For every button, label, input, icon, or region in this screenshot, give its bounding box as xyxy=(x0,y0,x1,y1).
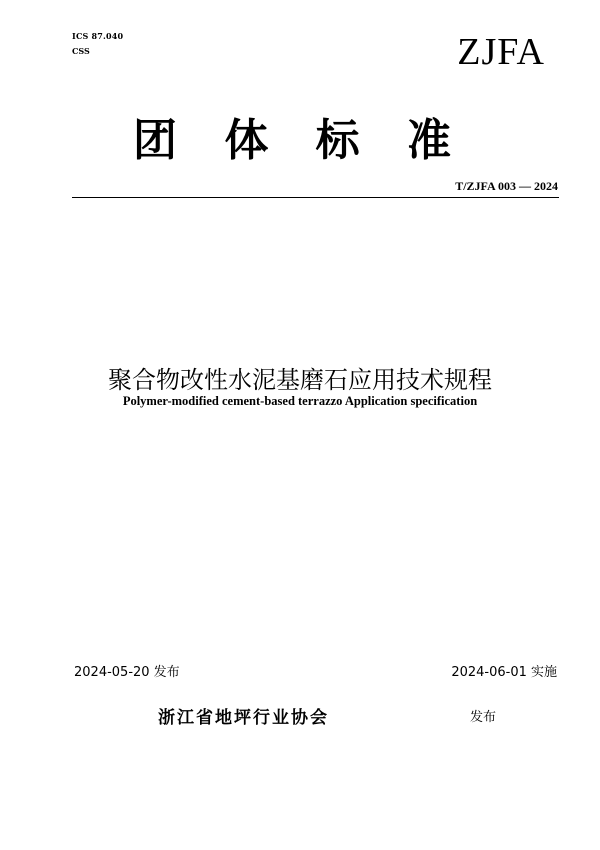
document-title-english: Polymer-modified cement-based terrazzo Application specification xyxy=(122,394,478,408)
document-title-chinese: 聚合物改性水泥基磨石应用技术规程 xyxy=(108,366,492,394)
issue-date: 2024-05-20 发布 xyxy=(74,665,180,680)
issued-label: 发布 xyxy=(470,710,497,725)
standard-type-heading: 团 体 标 准 xyxy=(133,115,467,166)
implementation-date: 2024-06-01 实施 xyxy=(451,665,557,680)
issuing-organization: 浙江省地坪行业协会 xyxy=(158,708,329,728)
organization-logo: ZJFA xyxy=(457,31,545,73)
header-divider xyxy=(72,197,559,198)
ccs-code: CSS xyxy=(72,46,90,56)
ics-code: ICS 87.040 xyxy=(72,31,124,41)
standard-code: T/ZJFA 003 — 2024 xyxy=(455,179,558,193)
